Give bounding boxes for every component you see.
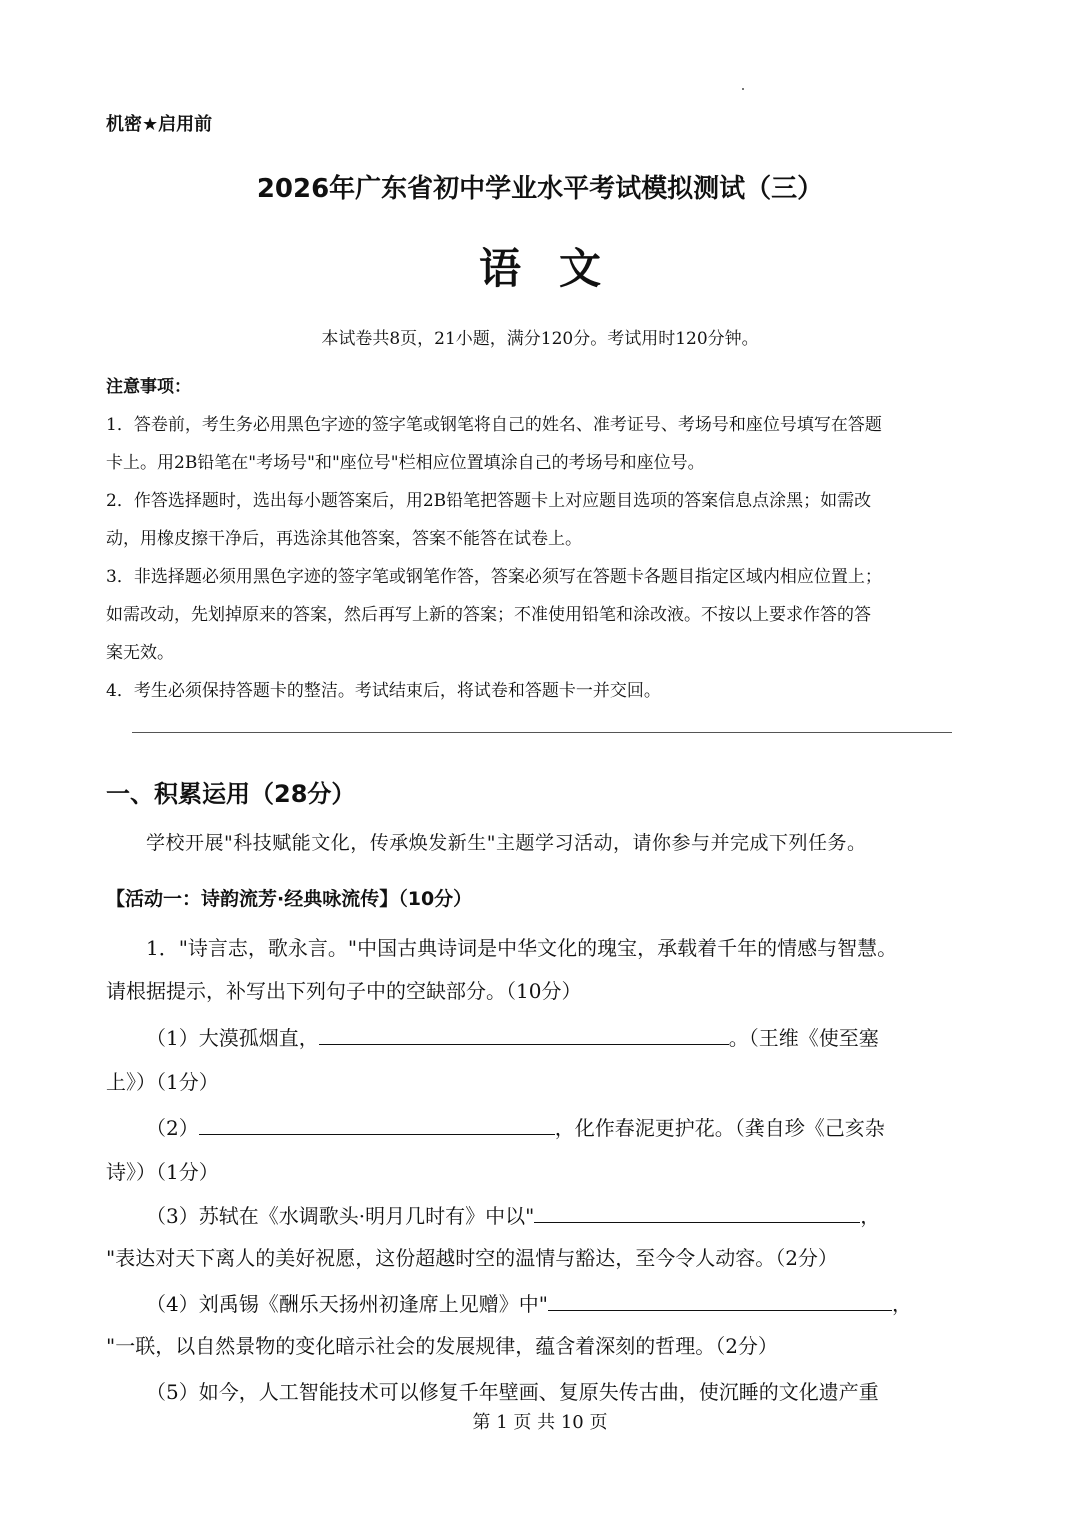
activity-heading: 【活动一：诗韵流芳·经典咏流传】（10分） bbox=[106, 888, 473, 910]
notice-line: 卡上。用2B铅笔在"考场号"和"座位号"栏相应位置填涂自己的考场号和座位号。 bbox=[106, 453, 705, 473]
notice-line: 3．非选择题必须用黑色字迹的签字笔或钢笔作答，答案必须写在答题卡各题目指定区域内相应位置上； bbox=[106, 567, 882, 587]
subquestion-2-cont: 诗》）（1分） bbox=[106, 1160, 219, 1184]
notice-line: 案无效。 bbox=[106, 643, 174, 663]
answer-blank[interactable] bbox=[199, 1112, 555, 1135]
notice-line: 4．考生必须保持答题卡的整洁。考试结束后，将试卷和答题卡一并交回。 bbox=[106, 681, 661, 701]
subquestion-4 bbox=[146, 1288, 912, 1317]
subquestion-4-suffix: ， bbox=[891, 1292, 912, 1316]
answer-blank[interactable] bbox=[534, 1200, 860, 1223]
subquestion-2 bbox=[146, 1112, 885, 1141]
exam-info: 本试卷共8页，21小题，满分120分。考试用时120分钟。 bbox=[321, 329, 759, 349]
subquestion-4-prefix: （4）刘禹锡《酬乐天扬州初逢席上见赠》中" bbox=[146, 1292, 548, 1316]
subquestion-3-suffix: ， bbox=[860, 1204, 881, 1228]
answer-blank[interactable] bbox=[548, 1288, 892, 1311]
exam-title: 2026年广东省初中学业水平考试模拟测试（三） bbox=[256, 174, 824, 204]
subquestion-3-prefix: （3）苏轼在《水调歌头·明月几时有》中以" bbox=[146, 1204, 535, 1228]
subquestion-2-prefix: （2） bbox=[146, 1116, 199, 1140]
section-heading: 一、积累运用（28分） bbox=[106, 780, 356, 808]
section-intro: 学校开展"科技赋能文化，传承焕发新生"主题学习活动，请你参与并完成下列任务。 bbox=[146, 832, 867, 854]
question-1-line1: 1．"诗言志，歌永言。"中国古典诗词是中华文化的瑰宝，承载着千年的情感与智慧。 bbox=[146, 936, 898, 960]
subquestion-2-suffix: ，化作春泥更护花。（龚自珍《己亥杂 bbox=[554, 1116, 885, 1140]
subquestion-1-suffix: 。（王维《使至塞 bbox=[728, 1026, 879, 1050]
answer-blank[interactable] bbox=[319, 1022, 729, 1045]
subquestion-3-cont: "表达对天下离人的美好祝愿，这份超越时空的温情与豁达，至今令人动容。（2分） bbox=[106, 1246, 838, 1270]
separator-line bbox=[132, 732, 952, 733]
notice-line: 动，用橡皮擦干净后，再选涂其他答案，答案不能答在试卷上。 bbox=[106, 529, 582, 549]
notice-line: 如需改动，先划掉原来的答案，然后再写上新的答案；不准使用铅笔和涂改液。不按以上要求作答的答 bbox=[106, 605, 871, 625]
scan-dot bbox=[742, 88, 744, 90]
confidential-label: 机密★启用前 bbox=[106, 114, 213, 135]
subquestion-1 bbox=[146, 1022, 879, 1051]
notice-heading: 注意事项： bbox=[106, 377, 191, 397]
notice-line: 2．作答选择题时，选出每小题答案后，用2B铅笔把答题卡上对应题目选项的答案信息点涂黑；如需改 bbox=[106, 491, 872, 511]
subquestion-5: （5）如今，人工智能技术可以修复千年壁画、复原失传古曲，使沉睡的文化遗产重 bbox=[146, 1380, 879, 1404]
subquestion-3 bbox=[146, 1200, 880, 1229]
subject-title: 语文 bbox=[478, 244, 639, 293]
question-1-line2: 请根据提示，补写出下列句子中的空缺部分。（10分） bbox=[106, 979, 582, 1003]
subquestion-1-cont: 上》）（1分） bbox=[106, 1070, 219, 1094]
page-footer: 第 1 页 共 10 页 bbox=[472, 1412, 608, 1433]
notice-line: 1．答卷前，考生务必用黑色字迹的签字笔或钢笔将自己的姓名、准考证号、考场号和座位号填写在答题 bbox=[106, 415, 882, 435]
subquestion-4-cont: "一联，以自然景物的变化暗示社会的发展规律，蕴含着深刻的哲理。（2分） bbox=[106, 1334, 778, 1358]
subquestion-1-prefix: （1）大漠孤烟直， bbox=[146, 1026, 319, 1050]
